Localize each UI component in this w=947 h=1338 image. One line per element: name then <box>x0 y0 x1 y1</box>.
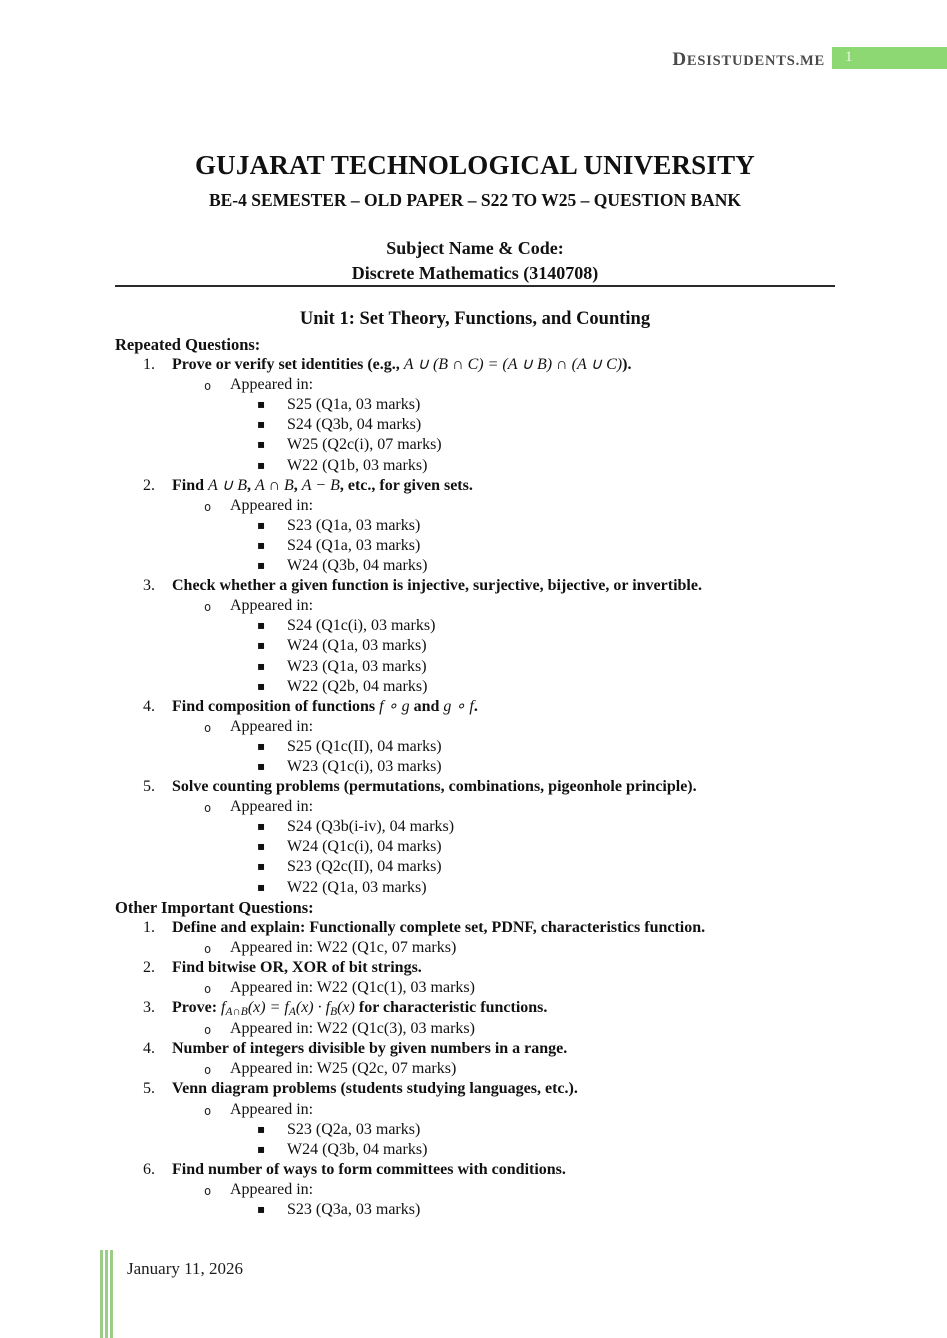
question-title <box>0 1160 947 1180</box>
question-number: 2. <box>143 958 155 976</box>
appearance-text: S25 (Q1c(II), 04 marks) <box>287 737 442 755</box>
question-number: 3. <box>143 577 155 595</box>
question-text-segment: ). <box>622 356 632 374</box>
appearance-text: W24 (Q1a, 03 marks) <box>287 637 427 655</box>
question-text-segment: , <box>246 476 255 494</box>
question-text-segment: Solve counting problems (permutations, combinations, pigeonhole principle). <box>172 778 697 796</box>
appeared-text: Appeared in: <box>230 717 314 735</box>
square-bullet-icon: ▪ <box>257 1141 266 1156</box>
unit-heading: Unit 1: Set Theory, Functions, and Counting <box>299 309 651 329</box>
site-watermark: DESISTUDENTS.ME <box>672 49 825 70</box>
appearance-list <box>0 516 947 576</box>
appearance-item <box>0 415 947 435</box>
page-number: 1 <box>845 49 853 65</box>
appearance-list <box>0 737 947 777</box>
circle-bullet-icon: o <box>204 1183 212 1198</box>
square-bullet-icon: ▪ <box>257 457 266 472</box>
appearance-list <box>0 395 947 475</box>
appearance-item <box>0 536 947 556</box>
square-bullet-icon: ▪ <box>257 558 266 573</box>
question-text-segment: g ∘ f <box>443 697 474 715</box>
appeared-line <box>0 717 947 737</box>
university-title: GUJARAT TECHNOLOGICAL UNIVERSITY <box>194 150 756 180</box>
question-text-segment: Prove or verify set identities (e.g., <box>172 356 404 374</box>
appearance-text: S24 (Q1c(i), 03 marks) <box>287 617 436 635</box>
appearance-list <box>0 1120 947 1160</box>
appearance-text: W25 (Q2c(i), 07 marks) <box>287 436 442 454</box>
circle-bullet-icon: o <box>204 600 212 615</box>
question-item <box>0 355 947 476</box>
square-bullet-icon: ▪ <box>257 819 266 834</box>
question-title <box>0 355 947 375</box>
question-number: 3. <box>143 999 155 1017</box>
question-title <box>0 476 947 496</box>
appearance-item <box>0 878 947 898</box>
question-number: 4. <box>143 1040 155 1058</box>
question-number: 5. <box>143 778 155 796</box>
subject-value: Discrete Mathematics (3140708) <box>351 263 599 283</box>
appearance-text: S24 (Q1a, 03 marks) <box>287 536 421 554</box>
question-number: 6. <box>143 1160 155 1178</box>
question-title <box>0 777 947 797</box>
question-text-segment: Number of integers divisible by given numbers in a range. <box>172 1040 568 1058</box>
square-bullet-icon: ▪ <box>257 417 266 432</box>
question-text-segment: for characteristic functions. <box>354 999 548 1017</box>
appearance-text: S23 (Q2c(II), 04 marks) <box>287 858 442 876</box>
question-text-segment: Define and explain: Functionally complete set, PDNF, characteristics function. <box>172 918 706 936</box>
square-bullet-icon: ▪ <box>257 1202 266 1217</box>
subject-block <box>115 236 835 286</box>
appearance-item <box>0 435 947 455</box>
square-bullet-icon: ▪ <box>257 517 266 532</box>
appeared-text: Appeared in: W22 (Q1c(1), 03 marks) <box>230 979 475 996</box>
question-text-segment: . <box>473 697 478 715</box>
question-text-segment: Check whether a given function is injective, surjective, bijective, or invertible. <box>172 577 702 595</box>
appeared-text: Appeared in: W22 (Q1c(3), 03 marks) <box>230 1020 475 1038</box>
question-text-segment: A ∪ B <box>208 476 247 494</box>
appearance-item <box>0 516 947 536</box>
question-title <box>0 576 947 596</box>
question-item <box>0 697 947 777</box>
question-text-segment: A ∩ B <box>254 476 294 494</box>
appearance-item <box>0 657 947 677</box>
appearance-list <box>0 616 947 696</box>
appearance-item <box>0 857 947 877</box>
appearance-text: W22 (Q2b, 04 marks) <box>287 677 428 695</box>
question-text <box>172 1161 566 1178</box>
question-item <box>0 958 947 998</box>
square-bullet-icon: ▪ <box>257 638 266 653</box>
footer-date: January 11, 2026 <box>127 1259 243 1278</box>
appearance-text: W23 (Q1c(i), 03 marks) <box>287 757 442 775</box>
question-title <box>0 1039 947 1059</box>
appeared-line <box>0 797 947 817</box>
appearance-item <box>0 737 947 757</box>
question-number: 1. <box>143 918 155 936</box>
question-item <box>0 1160 947 1220</box>
section-heading-1: Other Important Questions: <box>115 897 314 917</box>
decorative-bars-icon <box>100 1250 115 1338</box>
question-text-segment: Find number of ways to form committees with conditions. <box>172 1160 566 1178</box>
circle-bullet-icon: o <box>204 379 212 394</box>
question-text-segment: A <box>288 1006 296 1019</box>
question-list <box>0 335 947 1220</box>
question-text-segment: (x) <box>337 999 355 1017</box>
question-title <box>0 918 947 938</box>
question-text-segment: and <box>409 697 444 715</box>
appearance-item <box>0 395 947 415</box>
section-heading-0: Repeated Questions: <box>115 335 261 354</box>
question-text-segment: Find bitwise OR, XOR of bit strings. <box>172 958 422 976</box>
appeared-line <box>0 596 947 616</box>
circle-bullet-icon: o <box>204 499 212 514</box>
appearance-text: S24 (Q3b, 04 marks) <box>287 416 422 434</box>
paper-subtitle: BE-4 SEMESTER – OLD PAPER – S22 TO W25 – QUESTION BANK <box>208 190 742 210</box>
question-text-segment: Find <box>172 476 209 494</box>
question-text-segment: (x) · f <box>295 999 331 1017</box>
appearance-item <box>0 757 947 777</box>
appearance-list <box>0 1200 947 1220</box>
appeared-text: Appeared in: <box>230 798 314 816</box>
question-text <box>172 919 705 936</box>
question-title <box>0 1079 947 1099</box>
appeared-line <box>0 1180 947 1200</box>
question-item <box>0 1039 947 1079</box>
question-text-segment: , <box>293 476 302 494</box>
appearance-text: W24 (Q1c(i), 04 marks) <box>287 838 442 856</box>
appearance-text: S23 (Q2a, 03 marks) <box>287 1120 421 1138</box>
question-text <box>172 1040 567 1057</box>
square-bullet-icon: ▪ <box>257 738 266 753</box>
question-item <box>0 777 947 898</box>
question-text-segment: (x) = f <box>247 999 289 1017</box>
appearance-text: W22 (Q1b, 03 marks) <box>287 456 428 474</box>
appeared-line <box>0 1059 947 1079</box>
subject-label: Subject Name & Code: <box>386 238 564 258</box>
appeared-text: Appeared in: <box>230 1100 314 1118</box>
question-text <box>172 778 697 795</box>
appearance-text: W22 (Q1a, 03 marks) <box>287 878 427 896</box>
appearance-text: W23 (Q1a, 03 marks) <box>287 657 427 675</box>
appearance-item <box>0 1140 947 1160</box>
appearance-item <box>0 677 947 697</box>
appeared-line <box>0 978 947 998</box>
question-item <box>0 1079 947 1159</box>
square-bullet-icon: ▪ <box>257 1121 266 1136</box>
square-bullet-icon: ▪ <box>257 537 266 552</box>
appeared-text: Appeared in: <box>230 1180 314 1198</box>
appearance-text: S23 (Q1a, 03 marks) <box>287 516 421 534</box>
square-bullet-icon: ▪ <box>257 678 266 693</box>
question-text-segment: A∩B <box>225 1006 248 1019</box>
appearance-text: S25 (Q1a, 03 marks) <box>287 396 421 414</box>
circle-bullet-icon: o <box>204 941 212 956</box>
appearance-text: S23 (Q3a, 03 marks) <box>287 1201 421 1219</box>
appeared-line <box>0 375 947 395</box>
question-text-segment: Venn diagram problems (students studying languages, etc.). <box>172 1080 578 1098</box>
question-number: 4. <box>143 697 155 715</box>
appeared-line <box>0 1100 947 1120</box>
square-bullet-icon: ▪ <box>257 839 266 854</box>
square-bullet-icon: ▪ <box>257 618 266 633</box>
appearance-list <box>0 817 947 897</box>
circle-bullet-icon: o <box>204 1063 212 1078</box>
question-number: 2. <box>143 476 155 494</box>
question-text <box>172 356 631 373</box>
question-text <box>172 959 422 976</box>
appeared-text: Appeared in: W22 (Q1c, 07 marks) <box>230 938 457 956</box>
question-title <box>0 697 947 717</box>
square-bullet-icon: ▪ <box>257 879 266 894</box>
appearance-item <box>0 456 947 476</box>
question-item <box>0 476 947 576</box>
circle-bullet-icon: o <box>204 720 212 735</box>
appearance-text: W24 (Q3b, 04 marks) <box>287 557 428 575</box>
question-text-segment: f <box>221 999 226 1017</box>
question-text <box>172 477 473 494</box>
square-bullet-icon: ▪ <box>257 658 266 673</box>
appearance-text: S24 (Q3b(i-iv), 04 marks) <box>287 818 455 836</box>
appeared-text: Appeared in: <box>230 496 314 514</box>
square-bullet-icon: ▪ <box>257 758 266 773</box>
appeared-line <box>0 938 947 958</box>
appearance-item <box>0 817 947 837</box>
question-item <box>0 918 947 958</box>
question-text <box>172 577 702 594</box>
appeared-text: Appeared in: W25 (Q2c, 07 marks) <box>230 1060 457 1078</box>
square-bullet-icon: ▪ <box>257 859 266 874</box>
square-bullet-icon: ▪ <box>257 437 266 452</box>
circle-bullet-icon: o <box>204 1103 212 1118</box>
question-title <box>0 958 947 978</box>
appearance-item <box>0 837 947 857</box>
appearance-item <box>0 1200 947 1220</box>
circle-bullet-icon: o <box>204 801 212 816</box>
question-text-segment: f ∘ g <box>379 697 410 715</box>
circle-bullet-icon: o <box>204 982 212 996</box>
appearance-item <box>0 556 947 576</box>
circle-bullet-icon: o <box>204 1023 212 1038</box>
question-text <box>172 698 478 715</box>
page-number-badge <box>832 47 947 69</box>
question-text-segment: B <box>330 1006 338 1019</box>
question-item <box>0 998 947 1039</box>
appearance-item <box>0 616 947 636</box>
appeared-text: Appeared in: <box>230 376 314 394</box>
question-number: 5. <box>143 1080 155 1098</box>
appeared-text: Appeared in: <box>230 597 314 615</box>
appeared-line <box>0 1019 947 1039</box>
square-bullet-icon: ▪ <box>257 397 266 412</box>
question-text <box>172 1080 578 1097</box>
question-text-segment: A − B <box>301 476 340 494</box>
question-item <box>0 576 947 697</box>
appearance-text: W24 (Q3b, 04 marks) <box>287 1140 428 1158</box>
horizontal-divider <box>115 285 835 287</box>
question-number: 1. <box>143 356 155 374</box>
question-text <box>172 999 548 1019</box>
question-text-segment: A ∪ (B ∩ C) = (A ∪ B) ∩ (A ∪ C) <box>403 356 623 374</box>
appearance-item <box>0 1120 947 1140</box>
appearance-item <box>0 636 947 656</box>
question-text-segment: Find composition of functions <box>172 697 380 715</box>
question-text-segment: , etc., for given sets. <box>339 476 473 494</box>
question-text-segment: Prove: <box>172 999 222 1017</box>
question-title <box>0 998 947 1019</box>
appeared-line <box>0 496 947 516</box>
